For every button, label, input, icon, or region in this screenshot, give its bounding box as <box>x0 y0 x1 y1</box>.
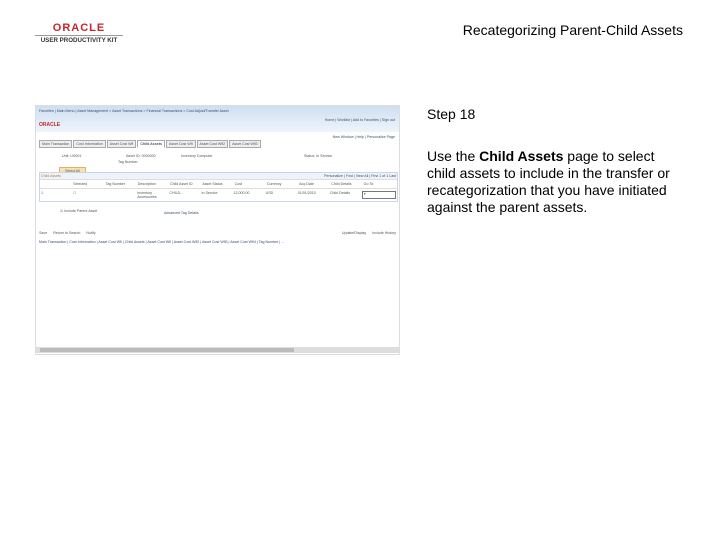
window-links[interactable]: New Window | Help | Personalize Page <box>332 135 395 139</box>
tag-number-field: Tag Number: <box>118 160 139 164</box>
asset-name: Inventory Computer <box>181 154 213 158</box>
status-field: Status: In Service <box>304 154 333 158</box>
grid-tools[interactable]: Personalize | Find | View All | First 1 of 1 Last <box>324 174 396 178</box>
tab-child-assets[interactable]: Child Assets <box>137 140 165 148</box>
scrollbar-thumb[interactable] <box>40 348 294 352</box>
select-all-button[interactable]: Select All <box>59 167 86 175</box>
bottom-links[interactable]: Main Transaction | Cost Information | Asset Cost Wfl | Child Assets | Asset Cost Wfl | Asset Cost Wfl2 | Asset Cost Wfl3 | Asset Cost Wfl4 | Tag Number | ... <box>39 240 285 244</box>
grid-header-row: Selected Tag Number Description Child Asset ID Asset Status Cost Currency Acq Date Child Details Go To: <box>40 179 397 188</box>
save-button[interactable]: Save <box>39 231 48 235</box>
asset-id-field: Asset ID: 0000000 <box>126 154 156 158</box>
table-row: 1 ☐ Inventory Accessories CHILD... In Service 12,000.00 USD 01/01/2010 Child Details ▾ <box>40 188 397 201</box>
app-logo: ORACLE <box>39 122 61 128</box>
child-assets-grid <box>39 172 398 202</box>
tab-asset-cost-4[interactable]: Asset Cost Wfl3 <box>229 140 261 148</box>
tab-cost-information[interactable]: Cost Information <box>73 140 105 148</box>
unit-field: Unit: US001 <box>62 154 82 158</box>
horizontal-scrollbar[interactable] <box>36 347 399 353</box>
tab-asset-cost-3[interactable]: Asset Cost Wfl2 <box>197 140 229 148</box>
top-links[interactable]: Home | Worklist | Add to Favorites | Sign out <box>324 118 395 122</box>
selected-checkbox[interactable]: ☐ <box>73 191 77 195</box>
advanced-tag-link[interactable]: Advanced Tag Details <box>164 211 199 215</box>
embedded-screenshot <box>35 105 400 355</box>
update-display-button[interactable]: Update/Display <box>341 231 367 235</box>
grid-title: Child Assets <box>41 174 61 178</box>
return-to-search-button[interactable]: Return to Search <box>53 231 81 235</box>
tab-main-transaction[interactable]: Main Transaction <box>39 140 72 148</box>
tab-bar <box>39 140 261 148</box>
oracle-upk-logo <box>35 22 123 44</box>
go-to-select[interactable]: ▾ <box>362 191 396 199</box>
slide-title: Recategorizing Parent-Child Assets <box>462 22 683 38</box>
step-description: Use the Child Assets page to select child assets to include in the transfer or recategorization that you have initiated against the parent assets. <box>427 148 670 215</box>
tab-asset-cost[interactable]: Asset Cost Wfl <box>107 140 137 148</box>
tab-asset-cost-2[interactable]: Asset Cost Wfl <box>166 140 196 148</box>
step-label: Step 18 <box>427 106 476 122</box>
child-details-link[interactable]: Child Details <box>329 191 351 195</box>
breadcrumb[interactable]: Favorites | Main Menu | Asset Management > Asset Transactions > Financial Transactions > Cost Adjust/Transfer Asset <box>39 109 229 113</box>
logo-product: USER PRODUCTIVITY KIT <box>40 37 118 44</box>
include-parent-checkbox[interactable]: ☑ Include Parent Asset <box>60 209 98 213</box>
notify-button[interactable]: Notify <box>86 231 96 235</box>
logo-brand: ORACLE <box>52 22 106 34</box>
toolbar <box>39 231 96 235</box>
include-history-button[interactable]: Include History <box>372 231 396 235</box>
